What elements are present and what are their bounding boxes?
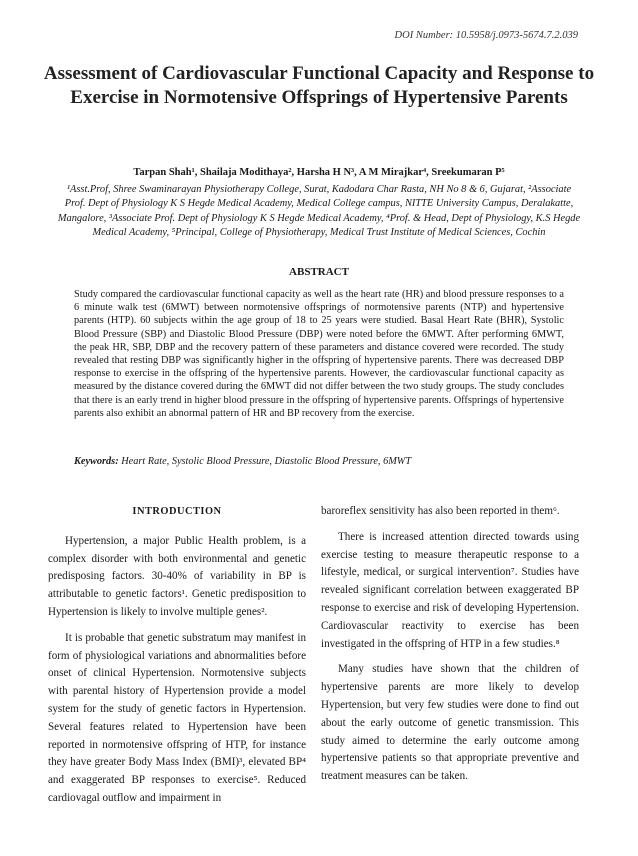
body-paragraph: Many studies have shown that the children of hypertensive parents are more likely to develop Hypertension, but very few studies were done to find out about the early outcome of genetic transmission. This study aimed to determine the early outcome among hypertensive patients so that appropriate preventive and treatment measures can be taken. xyxy=(321,663,579,783)
right-column xyxy=(321,503,579,794)
keywords-line xyxy=(74,455,574,468)
body-paragraph: Hypertension, a major Public Health problem, is a complex disorder with both environmental and genetic predisposing factors. 30-40% of variability in BP is attributable to genetic factors¹. Genetic predisposition to Hypertension is likely to involve multiple genes². xyxy=(48,534,306,618)
keywords-label: Keywords: xyxy=(74,456,119,467)
keywords-text: Heart Rate, Systolic Blood Pressure, Diastolic Blood Pressure, 6MWT xyxy=(121,456,412,467)
body-paragraph: It is probable that genetic substratum may manifest in form of physiological variations and abnormalities before onset of clinical Hypertension. Normotensive subjects with parental history of Hypertension provide a model system for the study of genetic factors in Hypertension. Several features related to Hypertension have been reported in normotensive offspring of HTP, for instance they have greater Body Mass Index (BMI)³, elevated BP⁴ and exaggerated BP responses to exercise⁵. Reduced cardiovagal outflow and impairment in xyxy=(48,631,306,804)
left-column xyxy=(48,503,306,816)
introduction-heading: INTRODUCTION xyxy=(132,506,222,517)
body-paragraph: There is increased attention directed towards using exercise testing to measure therapeutic response to a lifestyle, medical, or surgical intervention⁷. Studies have revealed significant correlation between exaggerated BP response to exercise and risk of developing Hypertension. Cardiovascular reactivity to exercise has been investigated in the offspring of HTP in a few studies.⁸ xyxy=(321,530,579,650)
affiliations: ¹Asst.Prof, Shree Swaminarayan Physiotherapy College, Surat, Kadodara Char Rasta, NH No 8 & 6, Gujarat, ²Associate Prof. Dept of Physiology K S Hegde Medical Academy, Medical College campus, NITTE University Campus, Deralakatte, Mangalore, ³Associate Prof. Dept of Physiology K S Hegde Medical Academy, ⁴Prof. & Head, Dept of Physiology, K.S Hegde Medical Academy, ⁵Principal, College of Physiotherapy, Medical Trust Institute of Medical Sciences, Cochin xyxy=(57,184,581,238)
doi-number: DOI Number: 10.5958/j.0973-5674.7.2.039 xyxy=(394,30,578,41)
author-list: Tarpan Shah¹, Shailaja Modithaya², Harsha H N³, A M Mirajkar⁴, Sreekumaran P⁵ xyxy=(133,167,505,178)
paper-title: Assessment of Cardiovascular Functional Capacity and Response to Exercise in Normotensive Offsprings of Hypertensive Parents xyxy=(43,63,595,108)
abstract-text: Study compared the cardiovascular functional capacity as well as the heart rate (HR) and blood pressure responses to a 6 minute walk test (6MWT) between normotensive offsprings of normotensive parents (NTP) and hypertensive parents (HTP). 60 subjects within the age group of 18 to 25 years were studied. Basal Heart Rate (BHR), Systolic Blood Pressure (SBP) and Diastolic Blood Pressure (DBP) were noted before the 6MWT. After performing 6MWT, the peak HR, SBP, DBP and the recovery pattern of these parameters and distance covered were recorded. The study revealed that resting DBP was significantly higher in the offspring of hypertensive parents. There was decreased DBP response to exercise in the offspring of the hypertensive parents. However, the cardiovascular functional capacity as measured by the distance covered during the 6MWT did not differ between the two study groups. The study concludes that there is an early trend in higher blood pressure in the offspring of hypertensive parents. Offsprings of hypertensive parents also exhibit an abnormal pattern of HR and BP recovery from the exercise. xyxy=(74,289,564,419)
abstract-heading: ABSTRACT xyxy=(289,266,349,278)
body-paragraph: baroreflex sensitivity has also been reported in them⁶. xyxy=(321,505,560,517)
